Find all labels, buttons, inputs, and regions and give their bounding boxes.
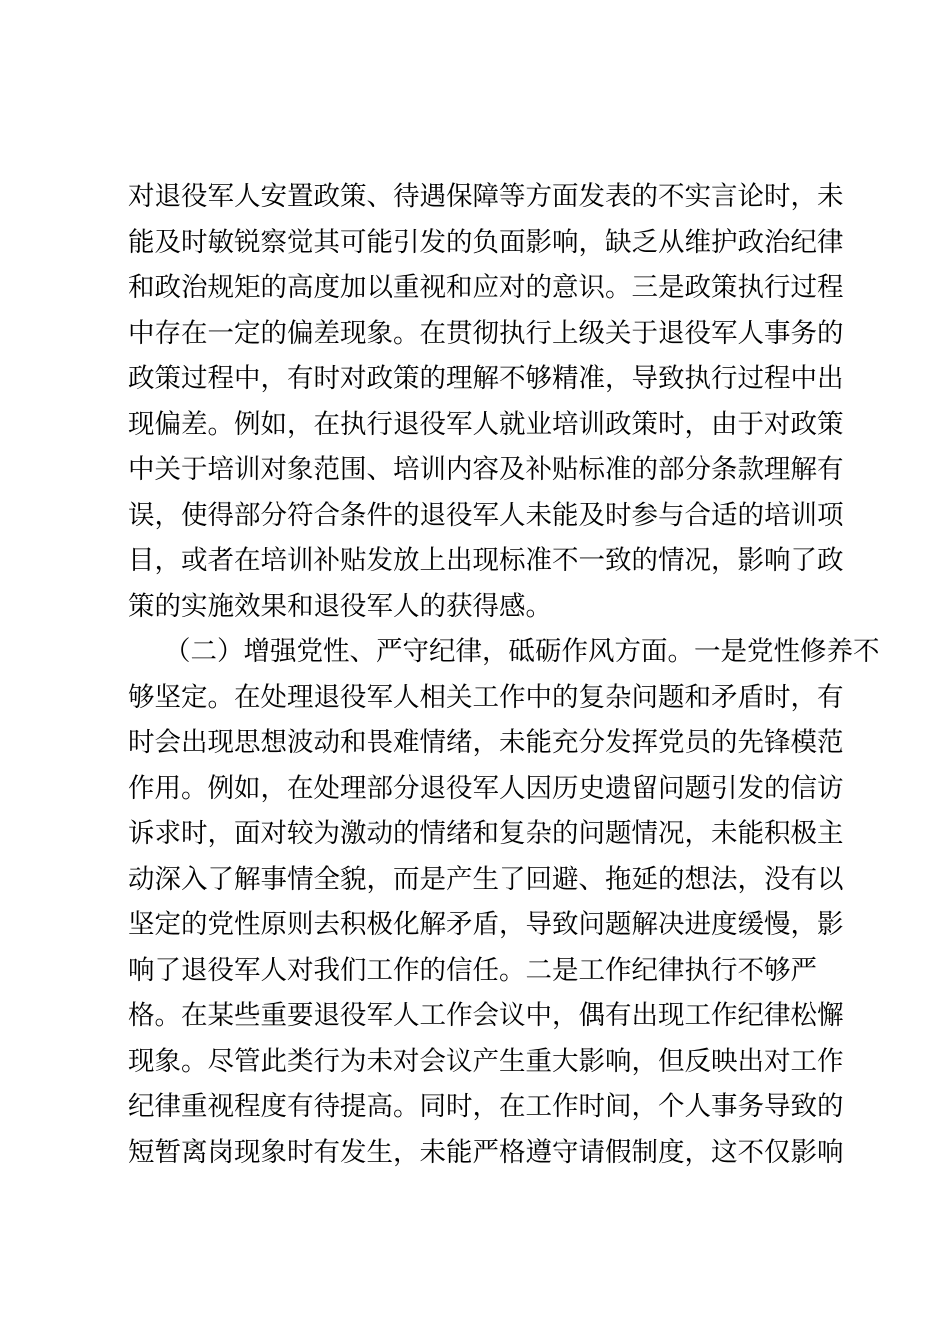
text-line: 纪律重视程度有待提高。同时，在工作时间，个人事务导致的	[128, 1091, 844, 1122]
text-line: 现偏差。例如，在执行退役军人就业培训政策时，由于对政策	[128, 408, 844, 440]
body-text	[128, 174, 880, 1175]
text-line: 中存在一定的偏差现象。在贯彻执行上级关于退役军人事务的	[128, 317, 844, 349]
text-line: 够坚定。在处理退役军人相关工作中的复杂问题和矛盾时，有	[128, 681, 844, 713]
text-line: 对退役军人安置政策、待遇保障等方面发表的不实言论时，未	[128, 181, 844, 212]
text-line: 和政治规矩的高度加以重视和应对的意识。三是政策执行过程	[128, 272, 844, 303]
text-line: 短暂离岗现象时有发生，未能严格遵守请假制度，这不仅影响	[128, 1136, 844, 1168]
text-line: 中关于培训对象范围、培训内容及补贴标准的部分条款理解有	[128, 454, 844, 485]
text-line: 现象。尽管此类行为未对会议产生重大影响，但反映出对工作	[128, 1045, 844, 1077]
text-line: 动深入了解事情全貌，而是产生了回避、拖延的想法，没有以	[128, 863, 844, 895]
text-line: 格。在某些重要退役军人工作会议中，偶有出现工作纪律松懈	[128, 1000, 844, 1031]
text-line: 政策过程中，有时对政策的理解不够精准，导致执行过程中出	[128, 363, 844, 394]
text-line: 误，使得部分符合条件的退役军人未能及时参与合适的培训项	[128, 499, 844, 531]
text-line: 能及时敏锐察觉其可能引发的负面影响，缺乏从维护政治纪律	[128, 226, 844, 258]
text-line: 时会出现思想波动和畏难情绪，未能充分发挥党员的先锋模范	[128, 727, 844, 758]
text-line: 响了退役军人对我们工作的信任。二是工作纪律执行不够严	[128, 954, 817, 986]
text-line: 作用。例如，在处理部分退役军人因历史遗留问题引发的信访	[128, 772, 844, 804]
text-line: 坚定的党性原则去积极化解矛盾，导致问题解决进度缓慢，影	[128, 909, 844, 940]
text-line: 策的实施效果和退役军人的获得感。	[128, 590, 552, 622]
section-heading-line: （二）增强党性、严守纪律，砥砺作风方面。一是党性修养不	[164, 636, 880, 667]
text-line: 目，或者在培训补贴发放上出现标准不一致的情况，影响了政	[128, 545, 844, 576]
text-line: 诉求时，面对较为激动的情绪和复杂的问题情况，未能积极主	[128, 818, 844, 849]
